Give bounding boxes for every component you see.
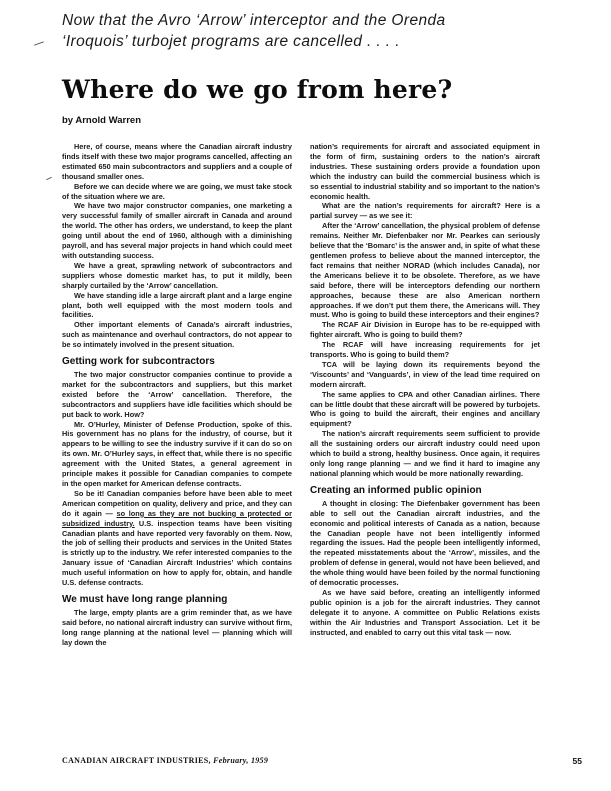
kicker-line: ‘Iroquois’ turbojet programs are cancelled . . . . bbox=[62, 33, 400, 50]
paragraph: Before we can decide where we are going, we must take stock of the situation where we are. bbox=[62, 181, 292, 201]
paragraph: Here, of course, means where the Canadian aircraft industry finds itself with these two major programs cancelled, affecting an estimated 650 main subcontractors and suppliers and a couple of thousand smaller ones. bbox=[62, 142, 292, 181]
page-number: 55 bbox=[572, 756, 582, 766]
paragraph: We have two major constructor companies, one marketing a very successful family of smaller aircraft in Canada and around the world. The other has orders, we understand, to keep the plant going until about the end of 1960, although with a diminishing payroll, and has several major projects in hand which could meet with outstanding success. bbox=[62, 201, 292, 260]
paragraph: Mr. O’Hurley, Minister of Defense Production, spoke of this. His government has no plans for the industry, of course, but it appears to be willing to see the industry survive if it can do so on its own. Mr. O’Hurley says, in effect that, while there is no specific agreement with the United States, a general agreement in principle makes it possible for Canadian companies to compete in the open market for American defense contracts. bbox=[62, 419, 292, 488]
paragraph: nation’s requirements for aircraft and associated equipment in the form of firm, sustaining orders to the nation’s aircraft industries. These sustaining orders provide a foundation upon which the industry can build the commercial business which is so essential to industrial stability and so important to the nation’s economic health. bbox=[310, 142, 540, 201]
paragraph: The RCAF Air Division in Europe has to be re-equipped with fighter aircraft. Who is going to build them? bbox=[310, 320, 540, 340]
paragraph-text: So be it! Canadian companies before have been able to meet American competition on quality, delivery and price, and they can do it again — bbox=[62, 488, 292, 518]
paragraph: We have a great, sprawling network of subcontractors and suppliers whose domestic market has, to put it mildly, been sharply curtailed by the ‘Arrow’ cancellation. bbox=[62, 260, 292, 290]
margin-mark bbox=[34, 41, 44, 45]
paragraph-text: U.S. inspection teams have been visiting Canadian plants and have reported very favorably on them. Now, the job of selling their products and services in the United States is strictly up to the industry. We refer interested companies to the January issue of ‘Canadian Aircraft Industries’ which contains much useful information on how to apply for, obtain, and handle U.S. defense contracts. bbox=[62, 518, 292, 588]
paragraph: We have standing idle a large aircraft plant and a large engine plant, both well equipped with the most modern tools and facilities. bbox=[62, 290, 292, 320]
paragraph: A thought in closing: The Diefenbaker government has been able to sell out the Canadian aircraft industries, and the economic and political interests of Canada as a nation, because the Canadian people have not been intelligently informed regarding the issues. Had the people been intelligently informed, the repeated misstatements about the ‘Arrow’, missiles, and the problem of defense in general, would not have been believed, and the whole thing would have been foiled by the normal functioning of democratic processes. bbox=[310, 498, 540, 588]
article-byline: by Arnold Warren bbox=[62, 115, 141, 126]
paragraph: The two major constructor companies continue to provide a market for the subcontractors and suppliers, but this market existed before the ‘Arrow’ cancellation. Therefore, the subcontractors and suppliers have idle facilities which should be put back to work. How? bbox=[62, 370, 292, 419]
kicker-line: Now that the Avro ‘Arrow’ interceptor and the Orenda bbox=[62, 12, 446, 29]
left-column bbox=[62, 142, 292, 648]
article-headline: Where do we go from here? bbox=[62, 75, 453, 104]
margin-mark bbox=[46, 177, 52, 180]
paragraph: As we have said before, creating an intelligently informed public opinion is a job for the aircraft industries. They cannot delegate it to anyone. A committee on Public Relations exists within the Air Industries and Transport Association. Let it be instructed, and enabled to carry out this vital task — now. bbox=[310, 587, 540, 637]
paragraph: TCA will be laying down its requirements beyond the ‘Viscounts’ and ‘Vanguards’, in view of the lead time required on modern aircraft. bbox=[310, 359, 540, 389]
paragraph: Other important elements of Canada’s aircraft industries, such as maintenance and overhaul contractors, do not appear to be so intimately involved in the present situation. bbox=[62, 320, 292, 350]
underlined-text: so long as they are not bucking a protected or subsidized industry. bbox=[62, 508, 292, 528]
publication-date: February, 1959 bbox=[213, 756, 269, 765]
paragraph bbox=[62, 489, 292, 588]
paragraph: The same applies to CPA and other Canadian airlines. There can be little doubt that these aircraft will be powered by turbojets. Who is going to build the aircraft, their engines and ancillary equipment? bbox=[310, 389, 540, 429]
right-column bbox=[310, 142, 540, 638]
paragraph: The nation’s aircraft requirements seem sufficient to provide all the sustaining orders our aircraft industry could need upon which to build a strong, healthy business. Once again, it requires only long range planning — and we find it hard to imagine any national planning which would be more nationally rewarding. bbox=[310, 429, 540, 478]
section-heading: We must have long range planning bbox=[62, 593, 228, 605]
publication-name: CANADIAN AIRCRAFT INDUSTRIES, bbox=[62, 756, 211, 765]
section-heading: Getting work for subcontractors bbox=[62, 356, 215, 368]
article-kicker bbox=[62, 10, 582, 52]
paragraph: After the ‘Arrow’ cancellation, the physical problem of defense remains. Neither Mr. Diefenbaker nor Mr. Pearkes can seriously believe that the ‘Bomarc’ is the answer and, in spite of what these gentlemen profess to believe about the manned interceptor, the fact remains that neither NORAD (which includes Canada), nor the Americans believe it to be obsolete. Therefore, as we have said before, there will be interceptors defending our northern approaches, because these are also American northern approaches. If we don’t put them there, the Americans will. They must. Who is going to build these interceptors and their engines? bbox=[310, 221, 540, 320]
paragraph: The large, empty plants are a grim reminder that, as we have said before, no national aircraft industry can survive without firm, long range planning at the national level — planning which will lay down the bbox=[62, 607, 292, 647]
page-footer bbox=[62, 756, 582, 770]
paragraph: What are the nation’s requirements for aircraft? Here is a partial survey — as we see it: bbox=[310, 201, 540, 221]
publication-line bbox=[62, 756, 268, 765]
paragraph: The RCAF will have increasing requirements for jet transports. Who is going to build them? bbox=[310, 340, 540, 360]
section-heading: Creating an informed public opinion bbox=[310, 484, 482, 496]
